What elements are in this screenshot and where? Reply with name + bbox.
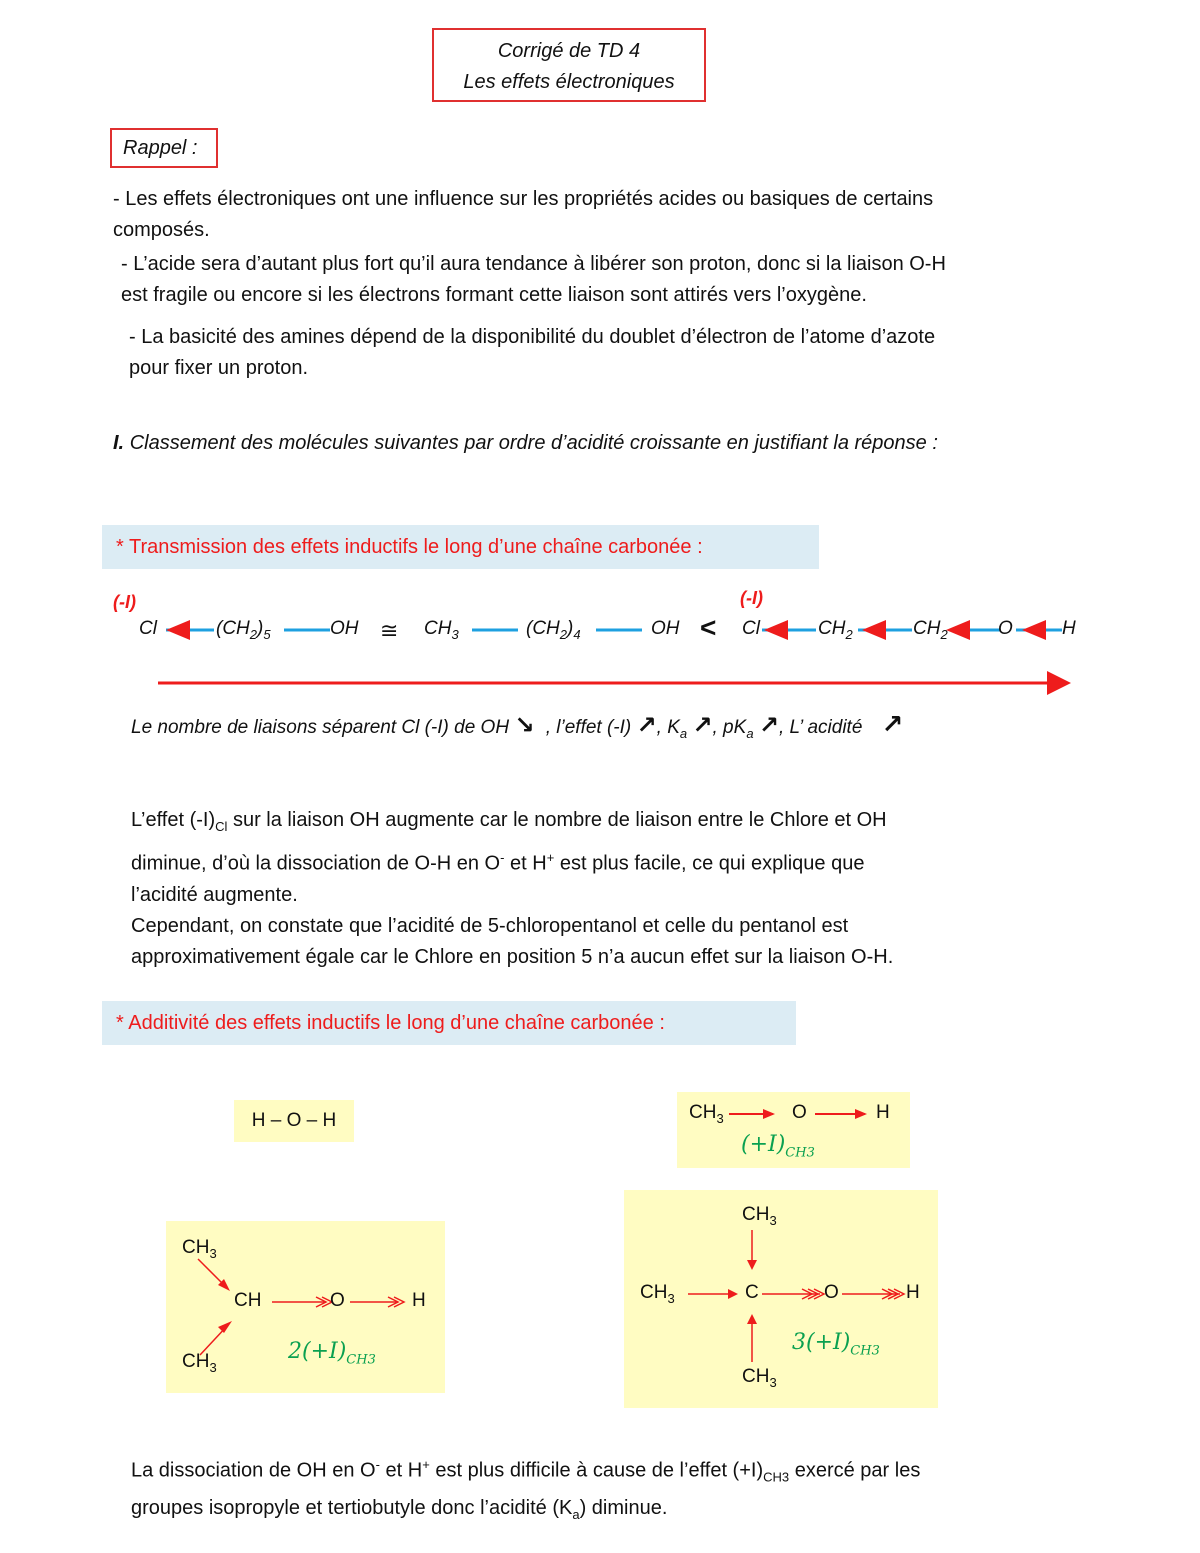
induction-arrow-left (166, 620, 190, 640)
mol3-h: H (1062, 618, 1076, 639)
trend-sentence: Le nombre de liaisons séparent Cl (-I) de OH ↘ , l’effet (-I) ↗, $K_a$ ↗, $pK_a$ ↗, L’ acidité ↗ (131, 709, 904, 741)
methanol-effect: $(+I)_{CH3}$ (741, 1132, 815, 1161)
conclusion: La dissociation de OH en O- et H+ est plus difficile à cause de l’effet $(+I)_{CH3}$ exercé par les groupes isopropyle et tertiobutyle donc l’acidité $(K_a)$ diminue. (131, 1457, 921, 1522)
mol2-ch2-chain: $(CH_2)_4$ (526, 618, 581, 642)
inductive-equation-diagram (0, 580, 1200, 700)
arrow-up-icon: ↗ (758, 712, 779, 739)
tert-effect: $3(+I)_{CH3}$ (792, 1330, 880, 1359)
transmission-banner: * Transmission des effets inductifs le long d’une chaîne carbonée : (102, 525, 819, 569)
mol3-cl: Cl (742, 618, 760, 639)
rappel-point-2: - L’acide sera d’autant plus fort qu’il aura tendance à libérer son proton, donc si la liaison O-H (121, 253, 946, 275)
mol1-ch2-chain: $(CH_2)_5$ (216, 618, 271, 642)
iso-ch: CH (234, 1290, 262, 1311)
tert-ch3-bottom: $CH_3$ (742, 1366, 777, 1390)
methanol-o: O (792, 1102, 807, 1123)
rappel-point-1: - Les effets électroniques ont une influence sur les propriétés acides ou basiques de certains (113, 188, 934, 210)
tert-o: O (824, 1282, 839, 1303)
rappel-point-2b: est fragile ou encore si les électrons formant cette liaison sont attirés vers l’oxygène. (121, 284, 867, 306)
induction-arrow-4 (1022, 620, 1046, 640)
arrow-up-icon: ↗ (881, 709, 904, 739)
inductive-label-left: (-I) (113, 592, 136, 612)
mol3-ch2-b: $CH_2$ (913, 618, 948, 642)
section-1-text: Classement des molécules suivantes par ordre d’acidité croissante en justifiant la réponse : (129, 432, 938, 454)
title-line-1: Corrigé de TD 4 (497, 40, 641, 62)
rappel-point-3b: pour fixer un proton. (129, 357, 308, 379)
iso-ch3-top: $CH_3$ (182, 1237, 217, 1261)
water-box: H – O – H (234, 1100, 354, 1142)
mol1-cl: Cl (139, 618, 157, 639)
mol3-o: O (998, 618, 1013, 639)
iso-h: H (412, 1290, 426, 1311)
explanation-1: L’effet $(-I)_{Cl}$ sur la liaison OH augmente car le nombre de liaison entre le Chlore et OH diminue, d’où la dissociation de O-H en O- et H+ est plus facile, ce qui explique que l’acidité augmente. (131, 809, 887, 906)
arrow-up-icon: ↗ (692, 712, 713, 739)
methanol-box (677, 1092, 910, 1168)
induction-arrow-2 (862, 620, 886, 640)
mol3-ch2-a: $CH_2$ (818, 618, 853, 642)
mol1-oh: OH (330, 618, 359, 639)
title-line-2: Les effets électroniques (463, 71, 675, 93)
iso-ch3-bottom: $CH_3$ (182, 1351, 217, 1375)
iso-o: O (330, 1290, 345, 1311)
rappel-label: Rappel : (110, 128, 218, 168)
induction-arrow-3 (946, 620, 970, 640)
tert-ch3-top: $CH_3$ (742, 1204, 777, 1228)
title-box (432, 28, 706, 102)
induction-arrow-1 (764, 620, 788, 640)
explanation-2-line-1: Cependant, on constate que l’acidité de 5-chloropentanol et celle du pentanol est (131, 915, 849, 937)
arrow-up-icon: ↗ (636, 712, 657, 739)
iso-effect: $2(+I)_{CH3}$ (288, 1339, 376, 1368)
methanol-ch3: $CH_3$ (689, 1102, 724, 1126)
tert-c: C (745, 1282, 759, 1303)
mol2-oh: OH (651, 618, 680, 639)
rappel-point-1b: composés. (113, 219, 210, 241)
approx-sign: ≅ (380, 618, 399, 643)
tert-h: H (906, 1282, 920, 1303)
inductive-label-right: (-I) (740, 588, 763, 608)
methanol-h: H (876, 1102, 890, 1123)
rappel-point-3: - La basicité des amines dépend de la disponibilité du doublet d’électron de l’atome d’azote (129, 326, 936, 348)
arrow-down-icon: ↘ (514, 712, 535, 739)
tert-ch3-left: $CH_3$ (640, 1282, 675, 1306)
explanation-2-line-2: approximativement égale car le Chlore en position 5 n’a aucun effet sur la liaison O-H. (131, 946, 894, 968)
less-than-sign: < (700, 612, 717, 643)
isopropanol-box (166, 1221, 445, 1393)
section-1-heading (113, 428, 938, 459)
section-1-number: I. (113, 432, 125, 454)
mol2-ch3: $CH_3$ (424, 618, 459, 642)
tertbutanol-box (624, 1190, 938, 1408)
additivite-banner: * Additivité des effets inductifs le long d’une chaîne carbonée : (102, 1001, 796, 1045)
